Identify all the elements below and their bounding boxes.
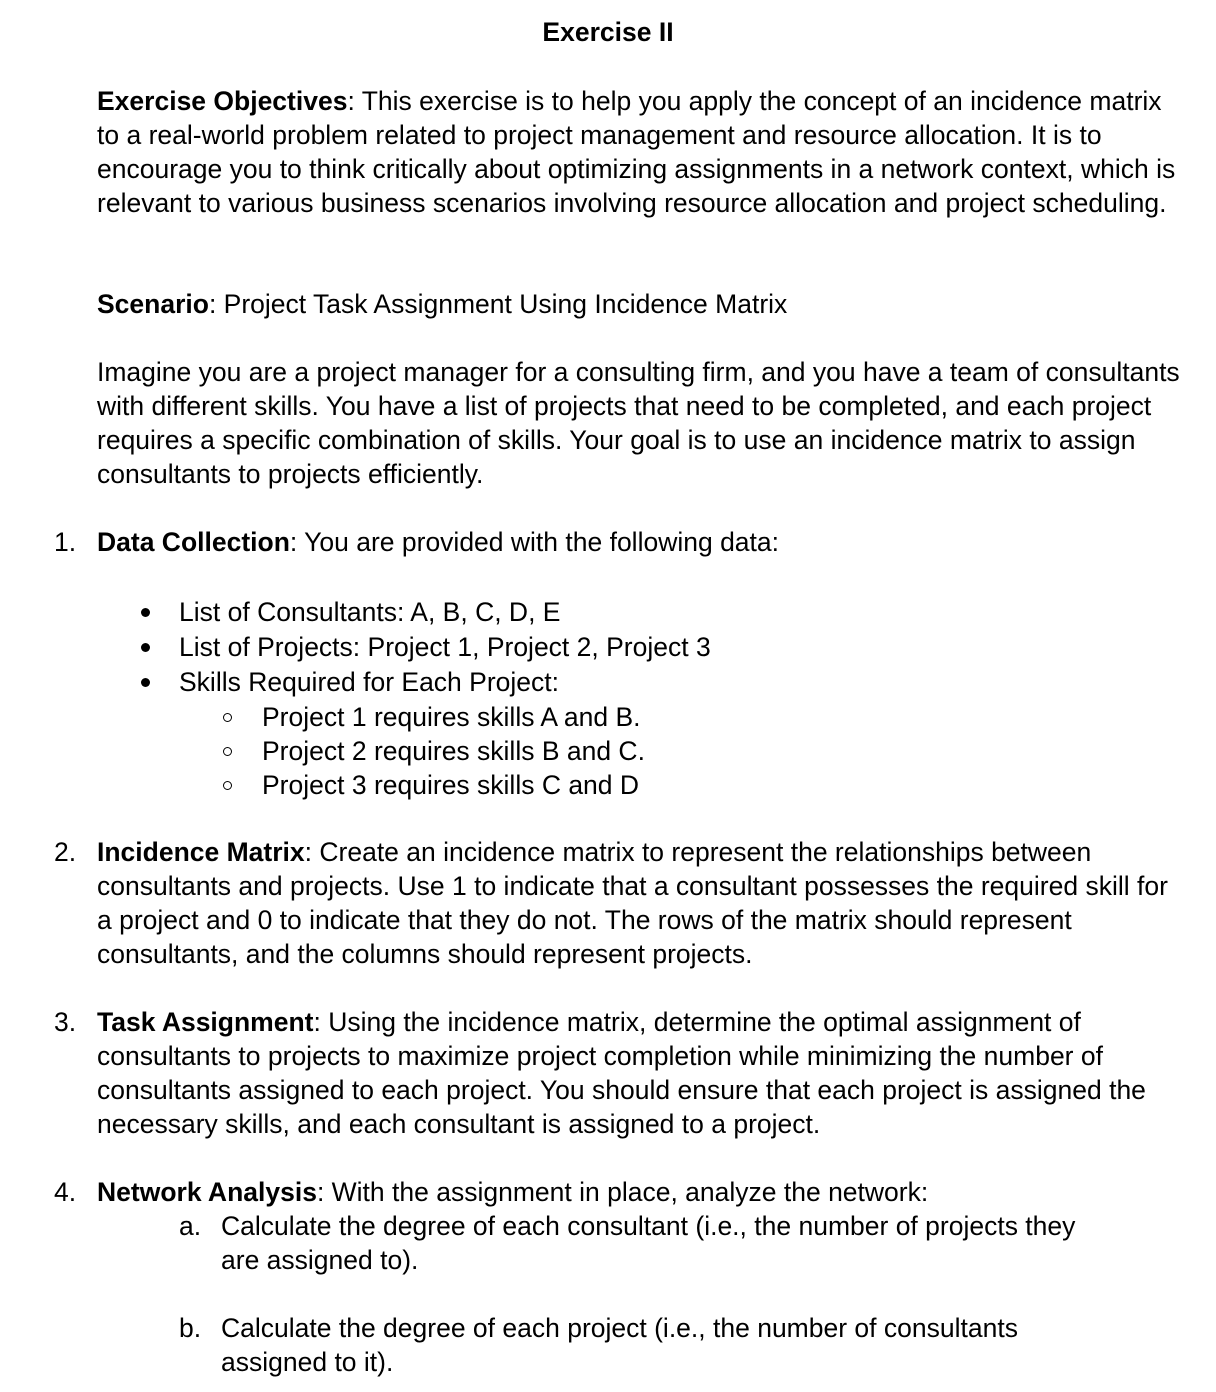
item-number: 1. — [54, 527, 77, 557]
item-text: : Create an incidence matrix to represent the relationships between consultants and projects. Use 1 to indicate that a consultant possesses the required skill for a project and 0 to indicate that they do not. The rows of the matrix should represent consultants, and the columns should represent projects. — [97, 837, 1168, 969]
item-number: 3. — [54, 1007, 77, 1037]
list-item — [221, 734, 1121, 768]
bullet-text: Skills Required for Each Project: — [179, 667, 559, 697]
item-label: Data Collection — [97, 527, 290, 557]
item-label: Incidence Matrix — [97, 837, 305, 867]
item-text: : With the assignment in place, analyze the network: — [316, 1177, 929, 1207]
list-item — [138, 665, 1138, 700]
item-text: : Using the incidence matrix, determine the optimal assignment of consultants to projects to maximize project completion while minimizing the number of consultants assigned to each project. You should ensure that each project is assigned the necessary skills, and each consultant is assigned to a project. — [97, 1007, 1146, 1139]
page-title: Exercise II — [542, 17, 674, 47]
bullet-list — [138, 595, 1138, 700]
numbered-item — [54, 835, 1184, 971]
item-text: Calculate the degree of each consultant (i.e., the number of projects they are assigned to). — [221, 1211, 1076, 1275]
item-text: : You are provided with the following data: — [289, 527, 780, 557]
item-label: Task Assignment — [97, 1007, 314, 1037]
item-label: Network Analysis — [97, 1177, 317, 1207]
item-letter: a. — [179, 1211, 202, 1241]
objectives-paragraph — [97, 84, 1187, 220]
circle-bullet-icon — [223, 781, 232, 790]
sub-bullet-text: Project 3 requires skills C and D — [262, 770, 640, 800]
bullet-icon — [141, 608, 150, 617]
list-item — [138, 595, 1138, 630]
sub-bullet-list — [221, 700, 1121, 802]
scenario-text: : Project Task Assignment Using Incidence Matrix — [208, 289, 788, 319]
item-number: 4. — [54, 1177, 77, 1207]
intro-paragraph: Imagine you are a project manager for a consulting firm, and you have a team of consultants with different skills. You have a list of projects that need to be completed, and each project requires a specific combination of skills. Your goal is to use an incidence matrix to assign consultants to projects efficiently. — [97, 357, 1180, 489]
lettered-item — [179, 1311, 1119, 1379]
bullet-text: List of Consultants: A, B, C, D, E — [179, 597, 561, 627]
numbered-item — [54, 1005, 1184, 1141]
sub-bullet-text: Project 1 requires skills A and B. — [262, 702, 641, 732]
sub-bullet-text: Project 2 requires skills B and C. — [262, 736, 645, 766]
bullet-text: List of Projects: Project 1, Project 2, Project 3 — [179, 632, 711, 662]
list-item — [138, 630, 1138, 665]
scenario-label: Scenario — [97, 289, 209, 319]
circle-bullet-icon — [223, 713, 232, 722]
scenario-paragraph — [97, 287, 1187, 321]
objectives-label: Exercise Objectives — [97, 86, 348, 116]
bullet-icon — [141, 643, 150, 652]
list-item — [221, 768, 1121, 802]
numbered-item — [54, 525, 1184, 559]
item-letter: b. — [179, 1313, 202, 1343]
numbered-item — [54, 1175, 1184, 1209]
bullet-icon — [141, 678, 150, 687]
item-number: 2. — [54, 837, 77, 867]
list-item — [221, 700, 1121, 734]
lettered-item — [179, 1209, 1119, 1277]
objectives-text: : This exercise is to help you apply the concept of an incidence matrix to a real-world problem related to project management and resource allocation. It is to encourage you to think critically about optimizing assignments in a network context, which is relevant to various business scenarios involving resource allocation and project scheduling. — [97, 86, 1176, 218]
item-text: Calculate the degree of each project (i.e., the number of consultants assigned to it). — [221, 1313, 1018, 1377]
circle-bullet-icon — [223, 747, 232, 756]
